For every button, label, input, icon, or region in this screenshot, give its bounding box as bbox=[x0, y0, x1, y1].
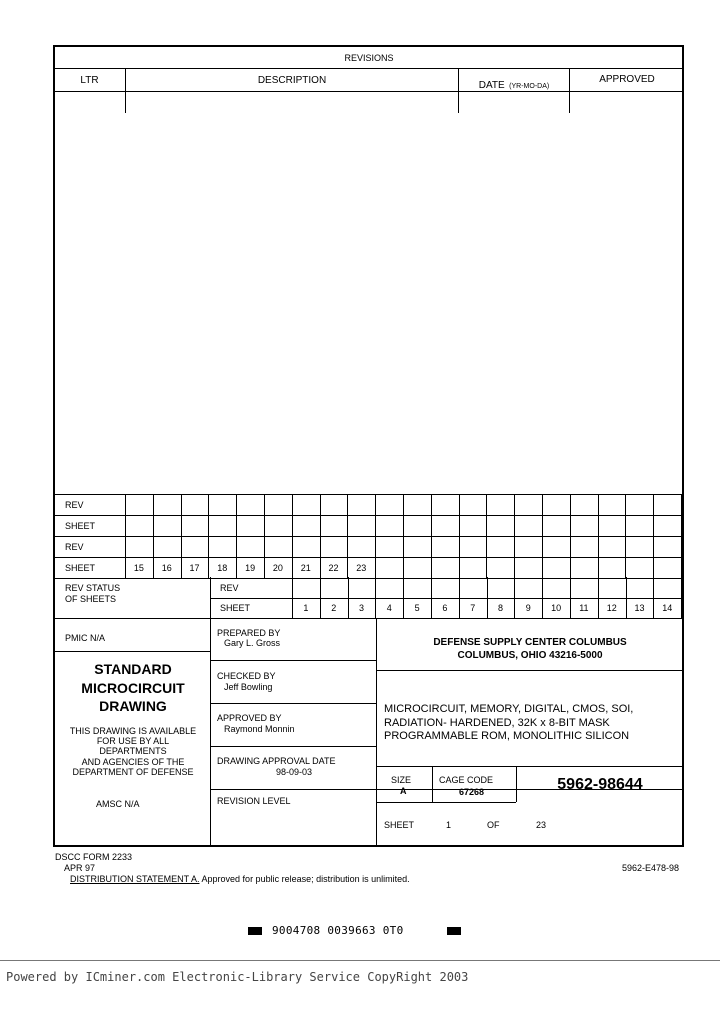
grid-row-line bbox=[54, 536, 684, 537]
amsc-label: AMSC N/A bbox=[96, 799, 140, 809]
grid-col-line bbox=[681, 494, 682, 578]
barcode-block-right bbox=[447, 927, 461, 935]
grid-row-label: REV bbox=[65, 500, 84, 510]
grid-col-line bbox=[514, 494, 515, 578]
approved-header: APPROVED bbox=[599, 74, 655, 85]
revisions-title: REVISIONS bbox=[344, 53, 394, 63]
rev-label: REV bbox=[220, 583, 239, 593]
sheet-number-cell: 22 bbox=[328, 563, 339, 573]
sheet-number-cell: 23 bbox=[356, 563, 367, 573]
sheet-number-cell: 18 bbox=[217, 563, 228, 573]
drawing-number: 5962-98644 bbox=[557, 776, 643, 793]
approved-by-name: Raymond Monnin bbox=[224, 724, 295, 734]
barcode-text: 9004708 0039663 0T0 bbox=[272, 924, 404, 937]
std-title-line2: MICROCIRCUIT bbox=[81, 680, 185, 696]
size-label: SIZE bbox=[391, 775, 412, 785]
availability-line2: FOR USE BY ALL bbox=[96, 736, 170, 746]
checked-by-label: CHECKED BY bbox=[217, 671, 276, 681]
sheet-number-cell: 15 bbox=[133, 563, 144, 573]
desc-line2: RADIATION- HARDENED, 32K x 8-BIT MASK bbox=[384, 717, 610, 729]
grid-row-label: REV bbox=[65, 542, 84, 552]
form-date: APR 97 bbox=[64, 863, 96, 873]
sheet-number-cell: 20 bbox=[272, 563, 283, 573]
distribution-text: Approved for public release; distribution is unlimited. bbox=[201, 874, 410, 884]
grid-col-line bbox=[486, 494, 487, 578]
sheet-label: SHEET bbox=[384, 820, 415, 830]
grid-col-line bbox=[403, 494, 404, 578]
sheet-number-cell: 11 bbox=[579, 603, 589, 613]
sheet-total: 23 bbox=[536, 820, 547, 830]
sheet-number-cell: 17 bbox=[189, 563, 200, 573]
grid-row-label: SHEET bbox=[65, 563, 96, 573]
form-number: DSCC FORM 2233 bbox=[55, 852, 133, 862]
approval-date-value: 98-09-03 bbox=[276, 767, 313, 777]
grid-col-line bbox=[570, 494, 571, 578]
checked-by-name: Jeff Bowling bbox=[224, 682, 273, 692]
availability-line1: THIS DRAWING IS AVAILABLE bbox=[69, 726, 197, 736]
grid-col-line bbox=[431, 494, 432, 578]
of-sheets-label: OF SHEETS bbox=[65, 594, 117, 604]
size-value: A bbox=[400, 786, 407, 796]
sheet-number-cell: 19 bbox=[245, 563, 256, 573]
grid-col-line bbox=[542, 494, 543, 578]
grid-row-line bbox=[54, 515, 684, 516]
grid-col-line bbox=[598, 494, 599, 578]
sheet-number-cell: 12 bbox=[606, 603, 617, 613]
distribution-label: DISTRIBUTION STATEMENT A. bbox=[70, 874, 200, 884]
agency-address: COLUMBUS, OHIO 43216-5000 bbox=[457, 650, 603, 661]
sheet-label: SHEET bbox=[220, 603, 251, 613]
date-format-label: (YR-MO-DA) bbox=[509, 83, 550, 90]
sheet-number-cell: 13 bbox=[634, 603, 645, 613]
document-code: 5962-E478-98 bbox=[622, 863, 680, 873]
std-title-line1: STANDARD bbox=[94, 661, 172, 677]
sheet-number-cell: 21 bbox=[300, 563, 311, 573]
powered-by-banner: Powered by ICminer.com Electronic-Library Service CopyRight 2003 bbox=[6, 970, 469, 984]
sheet-number-cell: 8 bbox=[497, 603, 503, 613]
date-header bbox=[459, 75, 569, 93]
distribution-statement bbox=[70, 874, 410, 884]
grid-col-line bbox=[375, 494, 376, 578]
grid-row-label: SHEET bbox=[65, 521, 96, 531]
availability-line4: AND AGENCIES OF THE bbox=[81, 757, 185, 767]
sheet-number-cell: 10 bbox=[551, 603, 562, 613]
sheet-number-cell: 5 bbox=[414, 603, 420, 613]
date-header-label: DATE bbox=[478, 80, 505, 91]
sheet-number-cell: 16 bbox=[161, 563, 172, 573]
approved-by-label: APPROVED BY bbox=[217, 713, 282, 723]
agency-name: DEFENSE SUPPLY CENTER COLUMBUS bbox=[433, 637, 627, 648]
grid-col-line bbox=[681, 577, 682, 618]
sheet-number-cell: 4 bbox=[386, 603, 392, 613]
approval-date-label: DRAWING APPROVAL DATE bbox=[217, 756, 336, 766]
sheet-number-cell: 14 bbox=[662, 603, 673, 613]
availability-line3: DEPARTMENTS bbox=[99, 746, 167, 756]
desc-line3: PROGRAMMABLE ROM, MONOLITHIC SILICON bbox=[384, 730, 630, 742]
cage-code-label: CAGE CODE bbox=[439, 775, 494, 785]
grid-row-line bbox=[54, 494, 684, 495]
sheet-number-cell: 7 bbox=[470, 603, 476, 613]
sheet-number-cell: 6 bbox=[442, 603, 448, 613]
grid-row-line bbox=[54, 578, 684, 579]
grid-col-line bbox=[653, 494, 654, 578]
rev-status-label: REV STATUS bbox=[65, 583, 121, 593]
grid-col-line bbox=[459, 494, 460, 578]
top-fragment-text bbox=[62, 0, 76, 4]
cage-code-value: 67268 bbox=[459, 787, 485, 797]
sheet-number-cell: 2 bbox=[331, 603, 337, 613]
sheet-number-cell: 1 bbox=[303, 603, 309, 613]
sheet-number: 1 bbox=[446, 820, 452, 830]
revision-level-label: REVISION LEVEL bbox=[217, 796, 291, 806]
desc-line1: MICROCIRCUIT, MEMORY, DIGITAL, CMOS, SOI, bbox=[384, 703, 634, 715]
sheet-number-cell: 3 bbox=[358, 603, 364, 613]
std-title-line3: DRAWING bbox=[99, 698, 167, 714]
grid-col-line bbox=[625, 494, 626, 578]
grid-row-line bbox=[210, 598, 684, 599]
sheet-number-cell: 9 bbox=[525, 603, 531, 613]
barcode-block-left bbox=[248, 927, 262, 935]
prepared-by-name: Gary L. Gross bbox=[224, 638, 281, 648]
description-header: DESCRIPTION bbox=[257, 75, 327, 86]
pmic-label: PMIC N/A bbox=[65, 633, 106, 643]
prepared-by-label: PREPARED BY bbox=[217, 628, 281, 638]
ltr-header: LTR bbox=[80, 75, 99, 86]
of-label: OF bbox=[487, 820, 500, 830]
grid-row-line bbox=[54, 557, 684, 558]
availability-line5: DEPARTMENT OF DEFENSE bbox=[72, 767, 194, 777]
